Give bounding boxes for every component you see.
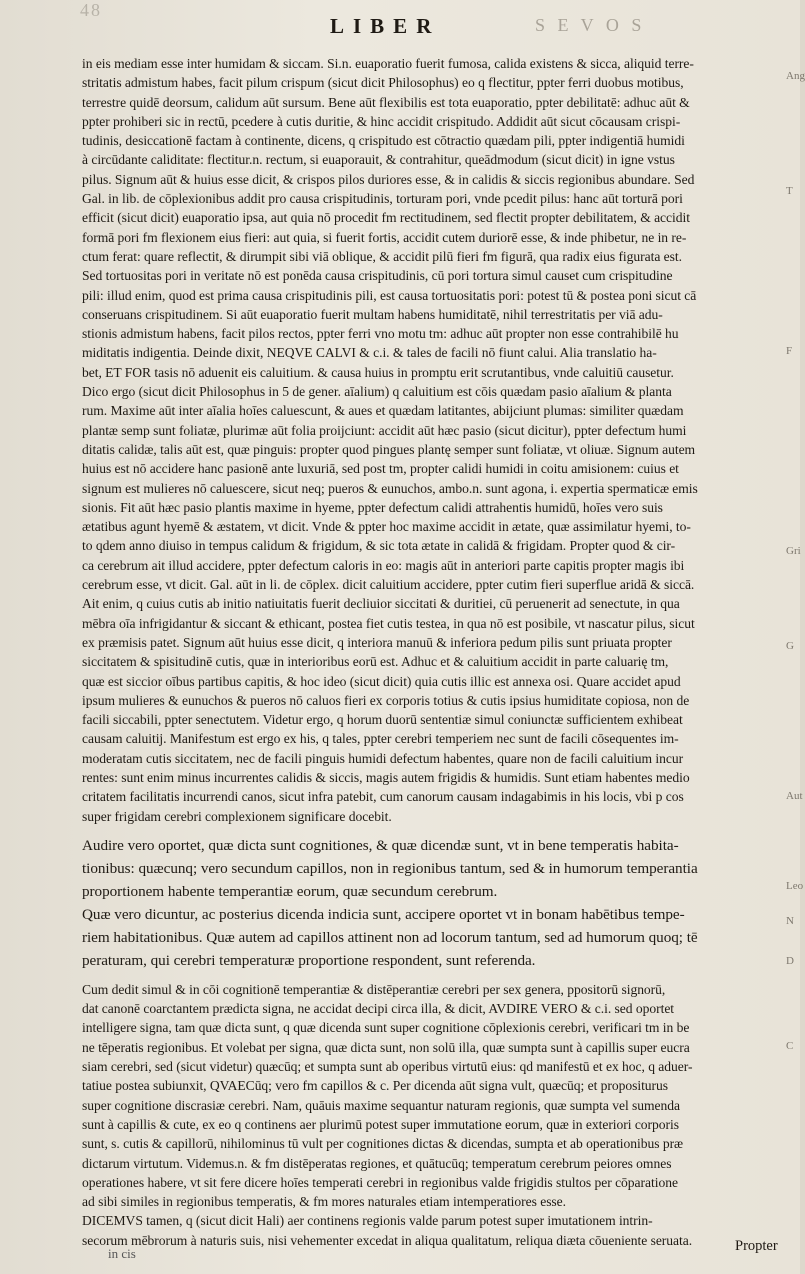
text-line: Gal. in lib. de cōplexionibus addit pro causa crispitudinis, torturam pori, vnde pcedit pilus: hanc aūt torturā pori [82,191,683,207]
text-line: to qdem anno diuiso in tempus calidum & frigidum, & sic tota ætate in calidā & frigidam. Propter quod & cir- [82,538,676,554]
paragraph [82,834,782,903]
text-line: pilus. Signum aūt & huius esse dicit, & crispos pilos duriores esse, & in calidis & siccis regionibus abundare. Sed [82,171,695,187]
margin-note: G [786,640,794,652]
text-line: cerebrum esse, vt dicit. Gal. aūt in li. de cōplex. dicit caluitium accidere, ppter cutim fieri superflue aridā & siccā. [82,577,695,593]
text-line: siam cerebri, sed (sicut videtur) quæcūq; et sumpta sunt ab operibus virtutū eius: qd manifestū et ex hoc, q aduer- [82,1059,693,1075]
signature-mark: in cis [108,1246,136,1261]
margin-note: T [786,185,793,197]
text-line: quæ est siccior oībus partibus capitis, & hoc ideo (sicut dicit) quia cutis illic est annexa osi. Quare accidet apud [82,673,681,689]
text-line: proportionem habente temperantiæ eorum, quæ secundum cerebrum. [82,882,498,900]
text-line: facili siccabili, ppter senectutem. Videtur ergo, q horum duorū sententiæ simul coniunctæ sufficientem exhibeat [82,712,683,728]
paragraph [82,382,782,826]
text-line: dictarum virtutum. Videmus.n. & fm distēperatas regiones, et quātucūq; temperatum cerebrum peiores omnes [82,1155,672,1171]
text-line: dat canonē coarctantem prædicta signa, ne accidat decipi circa illa, & dicit, AVDIRE VERO & c.i. sed oportet [82,1001,675,1017]
text-line: ditatis calidæ, talis aūt est, quæ pinguis: propter quod pingues plantę semper sunt foliatæ, vt oliuæ. Signum autem [82,441,696,457]
margin-note: F [786,345,793,357]
text-line: in eis mediam esse inter humidam & siccam. Si.n. euaporatio fuerit fumosa, calida existens & sicca, aliquid terre- [82,56,694,71]
text-line: ex præmisis patet. Signum aūt huius esse dicit, q interiora manuū & inferiora pedum pilis sunt priuata propter [82,634,672,650]
folio-bleed-through: 48 [80,0,102,20]
paragraph [82,903,782,972]
text-line: DICEMVS tamen, q (sicut dicit Hali) aer continens regionis valde parum potest super imutationem intrin- [82,1213,653,1229]
text-line: ad sibi similes in regionibus temperatis, & fm mores naturales etiam intemperatiores esse. [82,1194,566,1210]
text-line: bet, ET FOR tasis nō aduenit eis caluitium. & causa huius in promptu erit scrutantibus, vnde caluitiū causetur. [82,364,674,380]
text-column [82,54,782,1250]
paragraph [82,980,782,1212]
text-line: ppter prohiberi sic in rectū, pcedere à cutis duritie, & hinc accidit crispitudo. Addidit aūt sicut cōcausam crispi- [82,113,681,129]
text-line: tatiue postea subiunxit, QVAECūq; vero fm capillos & c. Per dicenda aūt signa vult, quæcūq; et propositurus [82,1078,669,1094]
margin-note: C [786,1040,794,1052]
text-line: Audire vero oportet, quæ dicta sunt cognitiones, & quæ dicendæ sunt, vt in bene temperatis habita- [82,836,679,854]
text-line: pili: illud enim, quod est prima causa crispitudinis pili, est causa tortuositatis pori: potest tū & postea poni sicut cā [82,287,697,303]
text-line: secorum mēbrorum à naturis suis, nisi vehementer excedat in aliqua qualitatum, reliqua diæta cōueniente seruata. [82,1232,693,1248]
text-line: stritatis admistum habes, facit pilum crispum (sicut dicit Philosophus) eo q flectitur, ppter ferri duobus motibus, [82,75,684,91]
text-line: miditatis indigentia. Deinde dixit, NEQVE CALVI & c.i. & tales de facili nō fiunt calui. Alia translatio ha- [82,345,657,361]
paragraph [82,266,782,382]
margin-note: D [786,955,794,967]
margin-note: N [786,915,794,927]
text-line: riem habitationibus. Quæ autem ad capillos attinent non ad locorum tantum, sed ad humorum quoq; tē [82,928,698,946]
text-line: formā pori fm flexionem eius fieri: aut quia, si fuerit fortis, accidit cutem duriorē esse, & inde phibetur, ne in re- [82,229,687,245]
text-line: super frigidam cerebri complexionem significare docebit. [82,808,392,824]
text-line: ætatibus agunt hyemē & æstatem, vt dicit. Vnde & ppter hoc maxime accidit in ætate, quæ assimilatur hyemi, to- [82,519,691,535]
text-line: stionis admistum habens, facit pilos rectos, ppter ferri vno motu tm: adhuc aūt propter non esse contrahibilē hu [82,326,679,342]
text-line: super cognitione discrasiæ cerebri. Nam, quāuis maxime sequantur naturam regionis, quæ sumpta vel sumenda [82,1097,681,1113]
text-line: causam caluitij. Manifestum est ergo ex his, q tales, ppter cerebri temperiem nec sunt de facili cōsequentes im- [82,731,679,747]
bleed-through-text: S E V O S [535,15,646,35]
text-line: critatem facilitatis incurrendi canos, sicut infra patebit, cum canorum causam indagabimis in his locis, vbi p cos [82,789,684,805]
catchword: Propter [735,1238,778,1254]
text-line: rentes: sunt enim minus incurrentes calidis & siccis, magis autem frigidis & humidis. Sunt etiam habentes medio [82,769,690,785]
paragraph [82,54,782,266]
text-line: operationes habere, vt sit fere dicere hoīes temperati cerebri in regionibus valde frigidis stultos per cōparatione [82,1174,678,1190]
text-line: signum est mulieres nō caluescere, sicut neq; pueros & eunuchos, ambo.n. sunt agona, i. expertia spermaticæ emis [82,480,698,496]
text-line: huius est nō accidere hanc pasionē ante luxuriā, sed post tm, propter calidi humidi in coitu amisionem: cuius et [82,461,679,477]
text-line: peraturam, qui cerebri temperaturæ proportione respondent, sunt referenda. [82,951,536,969]
text-line: intelligere signa, tam quæ dicta sunt, q quæ dicenda sunt super cognitione cōplexionis cerebri, verificari tm in be [82,1020,690,1036]
text-line: efficit (sicut dicit) euaporatio ipsa, aut quia nō procedit fm rectitudinem, sed flectit propter debilitatem, & accidit [82,210,690,226]
text-line: terrestre quidē deorsum, calidum aūt sursum. Bene aūt flexibilis est tota euaporatio, ppter debilitatē: adhuc aūt & [82,94,690,110]
text-line: moderatam cutis siccitatem, nec de facili pinguis humidi defectum habentes, quare non de facili caluitium incur [82,750,684,766]
text-line: ne tēperatis regionibus. Et volebat per signa, quæ dicta sunt, non solū illa, quæ sumpta sunt à capillis super eucra [82,1039,690,1055]
text-line: tionibus: quæcunq; vero secundum capillos, non in regionibus tantum, sed & in humorum temperantia [82,859,698,877]
text-line: conseruans crispitudinem. Si aūt euaporatio fuerit multam habens humiditatē, nihil terrestritatis per viā adu- [82,306,663,322]
text-line: rum. Maxime aūt inter aīalia hoīes caluescunt, & aues et quædam latitantes, abijciunt plumas: similiter quædam [82,403,684,419]
text-line: tudinis, desiccationē factam à continente, dicens, q crispitudo est cōtractio quædam pili, ppter indigentiā humidi [82,133,685,149]
text-line: Quæ vero dicuntur, ac posterius dicenda indicia sunt, accipere oportet vt in bonam habētibus tempe- [82,905,685,923]
margin-note: Leo [786,880,804,892]
running-head: LIBER [330,14,441,38]
margin-note: Ang [786,70,805,82]
text-line: siccitatem & spisitudinē cutis, quæ in interioribus eorū est. Adhuc et & caluitium accidit in parte caluarię tm, [82,654,669,670]
text-line: plantæ semp sunt foliatæ, plurimæ aūt folia proijciunt: accidit aūt hæc pasio (sicut dicitur), ppter defectum humi [82,422,687,438]
text-line: ipsum mulieres & eunuchos & pueros nō caluos fieri ex corporis totius & cutis ipsius humiditate copiosa, non de [82,692,690,708]
margin-note: Aut [786,790,803,802]
text-line: ca cerebrum ait illud accidere, ppter defectum caloris in eo: magis aūt in anteriori parte capitis propter magis ibi [82,557,685,573]
text-line: Ait enim, q cuius cutis ab initio natiuitatis fuerit decliuior siccitati & duritiei, cū peruenerit ad senectute, in qua [82,596,680,612]
text-line: mēbra oīa infrigidantur & siccant & ethicant, postea fiet cutis testea, in qua nō est posibile, vt nascatur pilus, sicut [82,615,695,631]
text-line: Sed tortuositas pori in veritate nō est ponēda causa crispitudinis, cū pori tortura simul causet cum crispitudine [82,268,673,284]
text-line: Cum dedit simul & in cōi cognitionē temperantiæ & distēperantiæ cerebri per sex genera, ppositorū signorū, [82,981,666,997]
margin-note: Gri [786,545,801,557]
text-line: sionis. Fit aūt hæc pasio plantis maxime in hyeme, ppter defectum calidi attrahentis humidū, hoīes vero suis [82,499,663,515]
text-line: à circūdante caliditate: flectitur.n. rectum, si euaporauit, & contrahitur, queādmodum (sicut dicit) in igne vstus [82,152,675,168]
text-line: sunt, s. cutis & capillorū, nihilominus tū vult per cognitiones dictas & dicendas, sumpta et ab operationibus præ [82,1136,684,1152]
paragraph [82,1211,782,1250]
text-line: ctum ferat: quare reflectit, & dirumpit sibi viā oblique, & accidit pilū fieri fm figurā, qua radix eius figurata est. [82,248,682,264]
text-line: Dico ergo (sicut dicit Philosophus in 5 de gener. aīalium) q caluitium est cōis quædam pasio aīalium & planta [82,384,672,400]
text-line: sunt à capillis & cute, ex eo q continens aer plurimū potest super immutatione eorum, quæ in exteriori corporis [82,1116,679,1132]
